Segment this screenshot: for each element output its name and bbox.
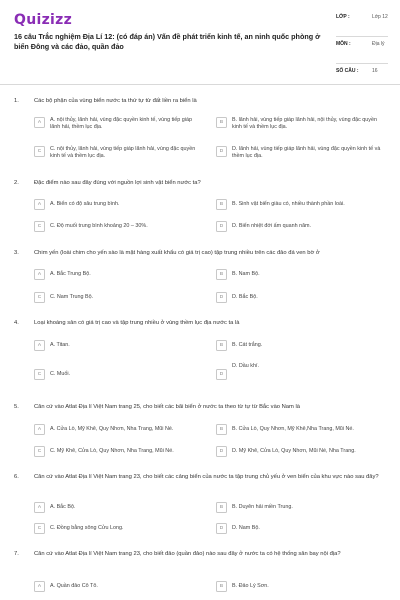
answer-letter-box[interactable]: B xyxy=(216,581,227,592)
answer-letter-box[interactable]: C xyxy=(34,523,45,534)
answer-text: B. Cửa Lò, Quy Nhơn, Mỹ Khê,Nha Trang, Mũi Né. xyxy=(232,425,354,432)
question-number: 5. xyxy=(14,404,19,410)
answer-letter-box[interactable]: A xyxy=(34,269,45,280)
question-number: 7. xyxy=(14,551,19,557)
answer-letter-box[interactable]: B xyxy=(216,424,227,435)
answer-text: B. Duyên hải miền Trung. xyxy=(232,503,293,510)
question-text: Căn cứ vào Atlat Địa lí Việt Nam trang 23, cho biết các cảng biển của nước ta tập trung chủ yếu ở ven biển của khu vực nào sau đây? xyxy=(34,474,379,480)
answer-text: A. Cửa Lò, Mỹ Khê, Quy Nhơn, Nha Trang, Mũi Né. xyxy=(50,425,174,432)
answer-letter-box[interactable]: A xyxy=(34,581,45,592)
answer-text: D. Nam Bộ. xyxy=(232,524,260,531)
meta-subject-label: MÔN : xyxy=(336,41,351,47)
answer-text: A. Biển có độ sâu trung bình. xyxy=(50,200,120,207)
question-text: Căn cứ vào Atlat Địa lí Việt Nam trang 23, cho biết đảo (quần đảo) nào sau đây ở nước ta có hệ thống sân bay nội địa? xyxy=(34,551,341,557)
answer-letter-box[interactable]: D xyxy=(216,146,227,157)
answer-text: A. Titan. xyxy=(50,341,70,348)
meta-subject xyxy=(336,37,388,64)
answer-text: D. Mỹ Khê, Cửa Lò, Quy Nhơn, Mũi Né, Nha Trang. xyxy=(232,447,356,454)
worksheet-title: 16 câu Trắc nghiệm Địa Lí 12: (có đáp án) Vấn đề phát triển kinh tế, an ninh quốc phòng ở biển Đông và các đảo, quần đảo xyxy=(14,32,321,51)
question-text: Các bộ phận của vùng biển nước ta thứ tự từ đất liền ra biển là xyxy=(34,98,197,104)
answer-text: C. Muối. xyxy=(50,370,71,377)
answer-letter-box[interactable]: B xyxy=(216,199,227,210)
answer-letter-box[interactable]: A xyxy=(34,340,45,351)
question-number: 3. xyxy=(14,250,19,256)
answer-letter-box[interactable]: D xyxy=(216,523,227,534)
question-text: Căn cứ vào Atlat Địa lí Việt Nam trang 25, cho biết các bãi biển ở nước ta theo từ tự từ Bắc vào Nam là xyxy=(34,404,300,410)
answer-letter-box[interactable]: B xyxy=(216,117,227,128)
answer-letter-box[interactable]: B xyxy=(216,502,227,513)
answer-letter-box[interactable]: C xyxy=(34,446,45,457)
answer-letter-box[interactable]: B xyxy=(216,340,227,351)
meta-count-label: SỐ CÂU : xyxy=(336,68,359,74)
answer-letter-box[interactable]: A xyxy=(34,424,45,435)
answer-text: A. Quần đảo Cô Tô. xyxy=(50,582,98,589)
answer-letter-box[interactable]: D xyxy=(216,369,227,380)
question-number: 6. xyxy=(14,474,19,480)
answer-letter-box[interactable]: D xyxy=(216,292,227,303)
answer-text: D. lãnh hải, vùng tiếp giáp lãnh hải, vùng đặc quyền kinh tế và thềm lục địa. xyxy=(232,146,381,160)
answer-text: C. Độ muối trung bình khoảng 20 – 30%. xyxy=(50,222,148,229)
answer-text: A. Bắc Trung Bộ. xyxy=(50,270,91,277)
meta-class-value: Lớp 12 xyxy=(372,14,388,20)
question-number: 2. xyxy=(14,180,19,186)
question-number: 4. xyxy=(14,320,19,326)
question-text: Đặc điểm nào sau đây đúng với nguồn lợi sinh vật biển nước ta? xyxy=(34,180,201,186)
worksheet-meta xyxy=(336,10,388,91)
question-text: Loại khoáng sản có giá trị cao và tập trung nhiều ở vùng thềm lục địa nước ta là xyxy=(34,320,240,326)
answer-text: C. Nam Trung Bộ. xyxy=(50,293,94,300)
question-number: 1. xyxy=(14,98,19,104)
answer-text: B. Cát trắng. xyxy=(232,341,263,348)
answer-text: B. Đảo Lý Sơn. xyxy=(232,582,269,589)
meta-class-label: LỚP : xyxy=(336,14,350,20)
answer-text: D. Dầu khí. xyxy=(232,363,259,369)
answer-text: C. Mỹ Khê, Cửa Lò, Quy Nhơn, Nha Trang, Mũi Né. xyxy=(50,447,174,454)
answer-letter-box[interactable]: A xyxy=(34,117,45,128)
answer-letter-box[interactable]: A xyxy=(34,502,45,513)
meta-class xyxy=(336,10,388,37)
answer-letter-box[interactable]: D xyxy=(216,446,227,457)
meta-count xyxy=(336,64,388,91)
meta-count-value: 16 xyxy=(372,68,378,74)
answer-letter-box[interactable]: A xyxy=(34,199,45,210)
answer-letter-box[interactable]: C xyxy=(34,369,45,380)
answer-letter-box[interactable]: C xyxy=(34,221,45,232)
answer-letter-box[interactable]: C xyxy=(34,292,45,303)
header-divider xyxy=(0,84,400,85)
answer-text: C. Đồng bằng sông Cửu Long. xyxy=(50,524,124,531)
answer-text: D. Biển nhiệt đới ấm quanh năm. xyxy=(232,222,312,229)
answer-text: A. nội thủy, lãnh hải, vùng đặc quyền kinh tế, vùng tiếp giáp lãnh hải, thềm lục địa. xyxy=(50,117,192,131)
answer-text: A. Bắc Bộ. xyxy=(50,503,76,510)
meta-subject-value: Địa lý xyxy=(372,41,385,47)
answer-text: D. Bắc Bộ. xyxy=(232,293,258,300)
worksheet-header xyxy=(0,0,400,86)
quizizz-logo[interactable]: Quizizz xyxy=(14,12,73,28)
answer-text: B. Sinh vật biển giàu có, nhiều thành phần loài. xyxy=(232,200,345,207)
answer-text: B. lãnh hải, vùng tiếp giáp lãnh hải, nội thủy, vùng đặc quyền kinh tế và thềm lục địa. xyxy=(232,117,377,131)
answer-text: C. nội thủy, lãnh hải, vùng tiếp giáp lãnh hải, vùng đặc quyền kinh tế và thềm lục địa. xyxy=(50,146,196,160)
question-text: Chim yến (loài chim cho yến sào là mặt hàng xuất khẩu có giá trị cao) tập trung nhiều trên các đảo đá ven bờ ở xyxy=(34,250,320,256)
answer-letter-box[interactable]: D xyxy=(216,221,227,232)
answer-letter-box[interactable]: C xyxy=(34,146,45,157)
answer-text: B. Nam Bộ. xyxy=(232,270,260,277)
answer-letter-box[interactable]: B xyxy=(216,269,227,280)
